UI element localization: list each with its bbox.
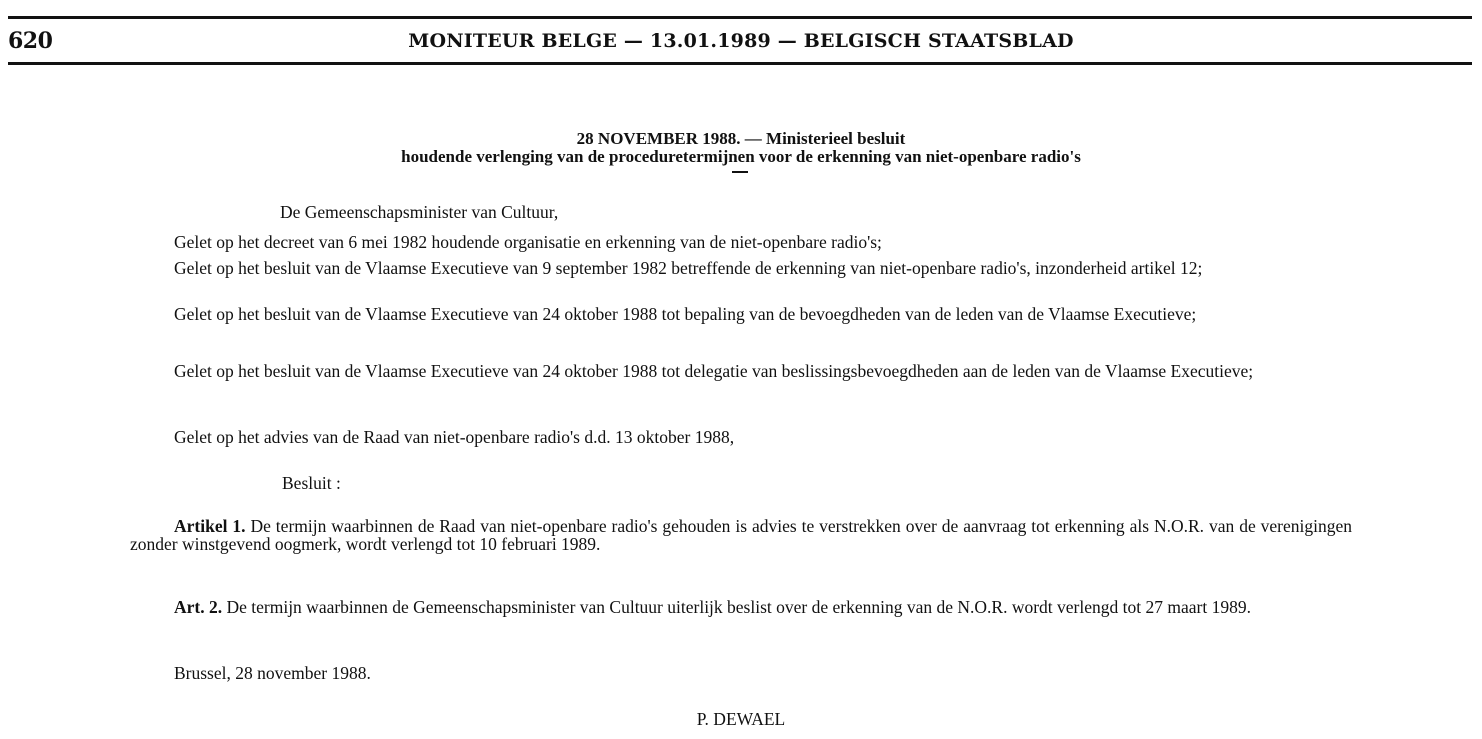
- decision-label: Besluit :: [282, 473, 341, 493]
- place-date: Brussel, 28 november 1988.: [174, 663, 371, 683]
- title-separator: [732, 171, 748, 173]
- masthead: MONITEUR BELGE — 13.01.1989 — BELGISCH STAATSBLAD: [408, 30, 1074, 52]
- article-1-text: De termijn waarbinnen de Raad van niet-openbare radio's gehouden is advies te verstrekken over de aanvraag tot erkenning als N.O.R. van de verenigingen zonder winstgevend oogmerk, wordt verlengd tot 10 februari 1989.: [130, 516, 1352, 554]
- consideration-3: Gelet op het besluit van de Vlaamse Executieve van 24 oktober 1988 tot bepaling van de bevoegdheden van de leden van de Vlaamse Executieve;: [174, 304, 1197, 324]
- article-1-label: Artikel 1.: [174, 516, 246, 536]
- header-top-rule: [8, 16, 1472, 19]
- article-2-text: De termijn waarbinnen de Gemeenschapsminister van Cultuur uiterlijk beslist over de erkenning van de N.O.R. wordt verlengd tot 27 maart 1989.: [226, 597, 1251, 617]
- header-bottom-rule: [8, 62, 1472, 65]
- article-1: [130, 517, 1352, 553]
- title-subject-line: houdende verlenging van de proceduretermijnen voor de erkenning van niet-openbare radio's: [401, 147, 1081, 166]
- article-2: [130, 598, 1352, 616]
- article-2-label: Art. 2.: [174, 597, 223, 617]
- title-date-line: 28 NOVEMBER 1988. — Ministerieel besluit: [576, 129, 906, 148]
- page-number: 620: [8, 28, 53, 54]
- signature: P. DEWAEL: [696, 709, 786, 729]
- document-title: [0, 130, 1482, 166]
- consideration-1: Gelet op het decreet van 6 mei 1982 houdende organisatie en erkenning van de niet-openbare radio's;: [174, 232, 882, 252]
- consideration-4: Gelet op het besluit van de Vlaamse Executieve van 24 oktober 1988 tot delegatie van beslissingsbevoegdheden aan de leden van de Vlaamse Executieve;: [174, 361, 1254, 381]
- authority-line: De Gemeenschapsminister van Cultuur,: [280, 202, 559, 222]
- consideration-2: Gelet op het besluit van de Vlaamse Executieve van 9 september 1982 betreffende de erkenning van niet-openbare radio's, inzonderheid artikel 12;: [174, 258, 1203, 278]
- consideration-5: Gelet op het advies van de Raad van niet-openbare radio's d.d. 13 oktober 1988,: [174, 427, 735, 447]
